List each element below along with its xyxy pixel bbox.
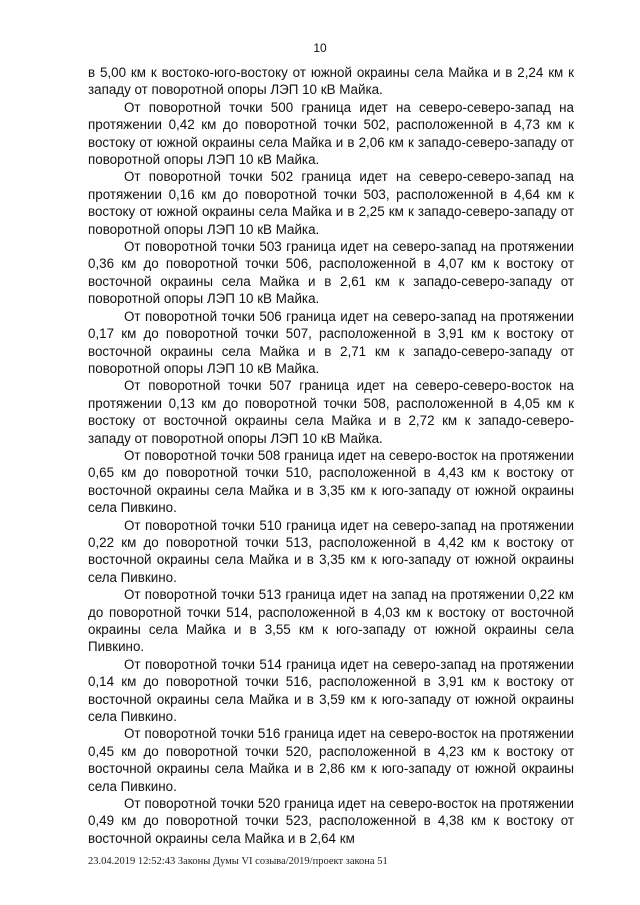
paragraph: От поворотной точки 513 граница идет на запад на протяжении 0,22 км до поворотной точки 514, расположенной в 4,03 км к востоку от восточной окраины села Майка и в 3,55 км к юго-западу от южной окраины села Пивкино. [88,587,574,655]
paragraph: От поворотной точки 500 граница идет на северо-северо-запад на протяжении 0,42 км до поворотной точки 502, расположенной в 4,73 км к востоку от южной окраины села Майка и в 2,06 км к западо-северо-западу от поворотной опоры ЛЭП 10 кВ Майка. [88,99,574,168]
page-number: 10 [313,41,327,55]
paragraph: От поворотной точки 508 граница идет на северо-восток на протяжении 0,65 км до поворотной точки 510, расположенной в 4,43 км к востоку от восточной окраины села Майка и в 3,35 км к юго-западу от южной окраины села Пивкино. [88,447,574,516]
paragraph-continuation: в 5,00 км к востоко-юго-востоку от южной окраины села Майка и в 2,24 км к западу от поворотной опоры ЛЭП 10 кВ Майка. [88,65,574,98]
document-footer: 23.04.2019 12:52:43 Законы Думы VI созыва/2019/проект закона 51 [88,856,388,867]
paragraph: От поворотной точки 520 граница идет на северо-восток на протяжении 0,49 км до поворотной точки 523, расположенной в 4,38 км к востоку от восточной окраины села Майка и в 2,64 км [88,796,574,846]
paragraph: От поворотной точки 502 граница идет на северо-северо-запад на протяжении 0,16 км до поворотной точки 503, расположенной в 4,64 км к востоку от южной окраины села Майка и в 2,25 км к западо-северо-западу от поворотной опоры ЛЭП 10 кВ Майка. [88,169,574,237]
paragraph: От поворотной точки 516 граница идет на северо-восток на протяжении 0,45 км до поворотной точки 520, расположенной в 4,23 км к востоку от восточной окраины села Майка и в 2,86 км к юго-западу от южной окраины села Пивкино. [88,726,574,794]
paragraph: От поворотной точки 503 граница идет на северо-запад на протяжении 0,36 км до поворотной точки 506, расположенной в 4,07 км к востоку от восточной окраины села Майка и в 2,61 км к западо-северо-западу от поворотной опоры ЛЭП 10 кВ Майка. [88,239,574,307]
paragraph: От поворотной точки 514 граница идет на северо-запад на протяжении 0,14 км до поворотной точки 516, расположенной в 3,91 км к востоку от восточной окраины села Майка и в 3,59 км к юго-западу от южной окраины села Пивкино. [88,656,574,725]
paragraph: От поворотной точки 506 граница идет на северо-запад на протяжении 0,17 км до поворотной точки 507, расположенной в 3,91 км к востоку от восточной окраины села Майка и в 2,71 км к западо-северо-западу от поворотной опоры ЛЭП 10 кВ Майка. [88,308,574,376]
paragraph: От поворотной точки 510 граница идет на северо-запад на протяжении 0,22 км до поворотной точки 513, расположенной в 4,42 км к востоку от восточной окраины села Майка и в 3,35 км к юго-западу от южной окраины села Пивкино. [88,517,574,585]
document-body [88,64,574,847]
paragraph: От поворотной точки 507 граница идет на северо-северо-восток на протяжении 0,13 км до поворотной точки 508, расположенной в 4,05 км к востоку от восточной окраины села Майка и в 2,72 км к западо-северо-западу от поворотной опоры ЛЭП 10 кВ Майка. [88,378,574,446]
